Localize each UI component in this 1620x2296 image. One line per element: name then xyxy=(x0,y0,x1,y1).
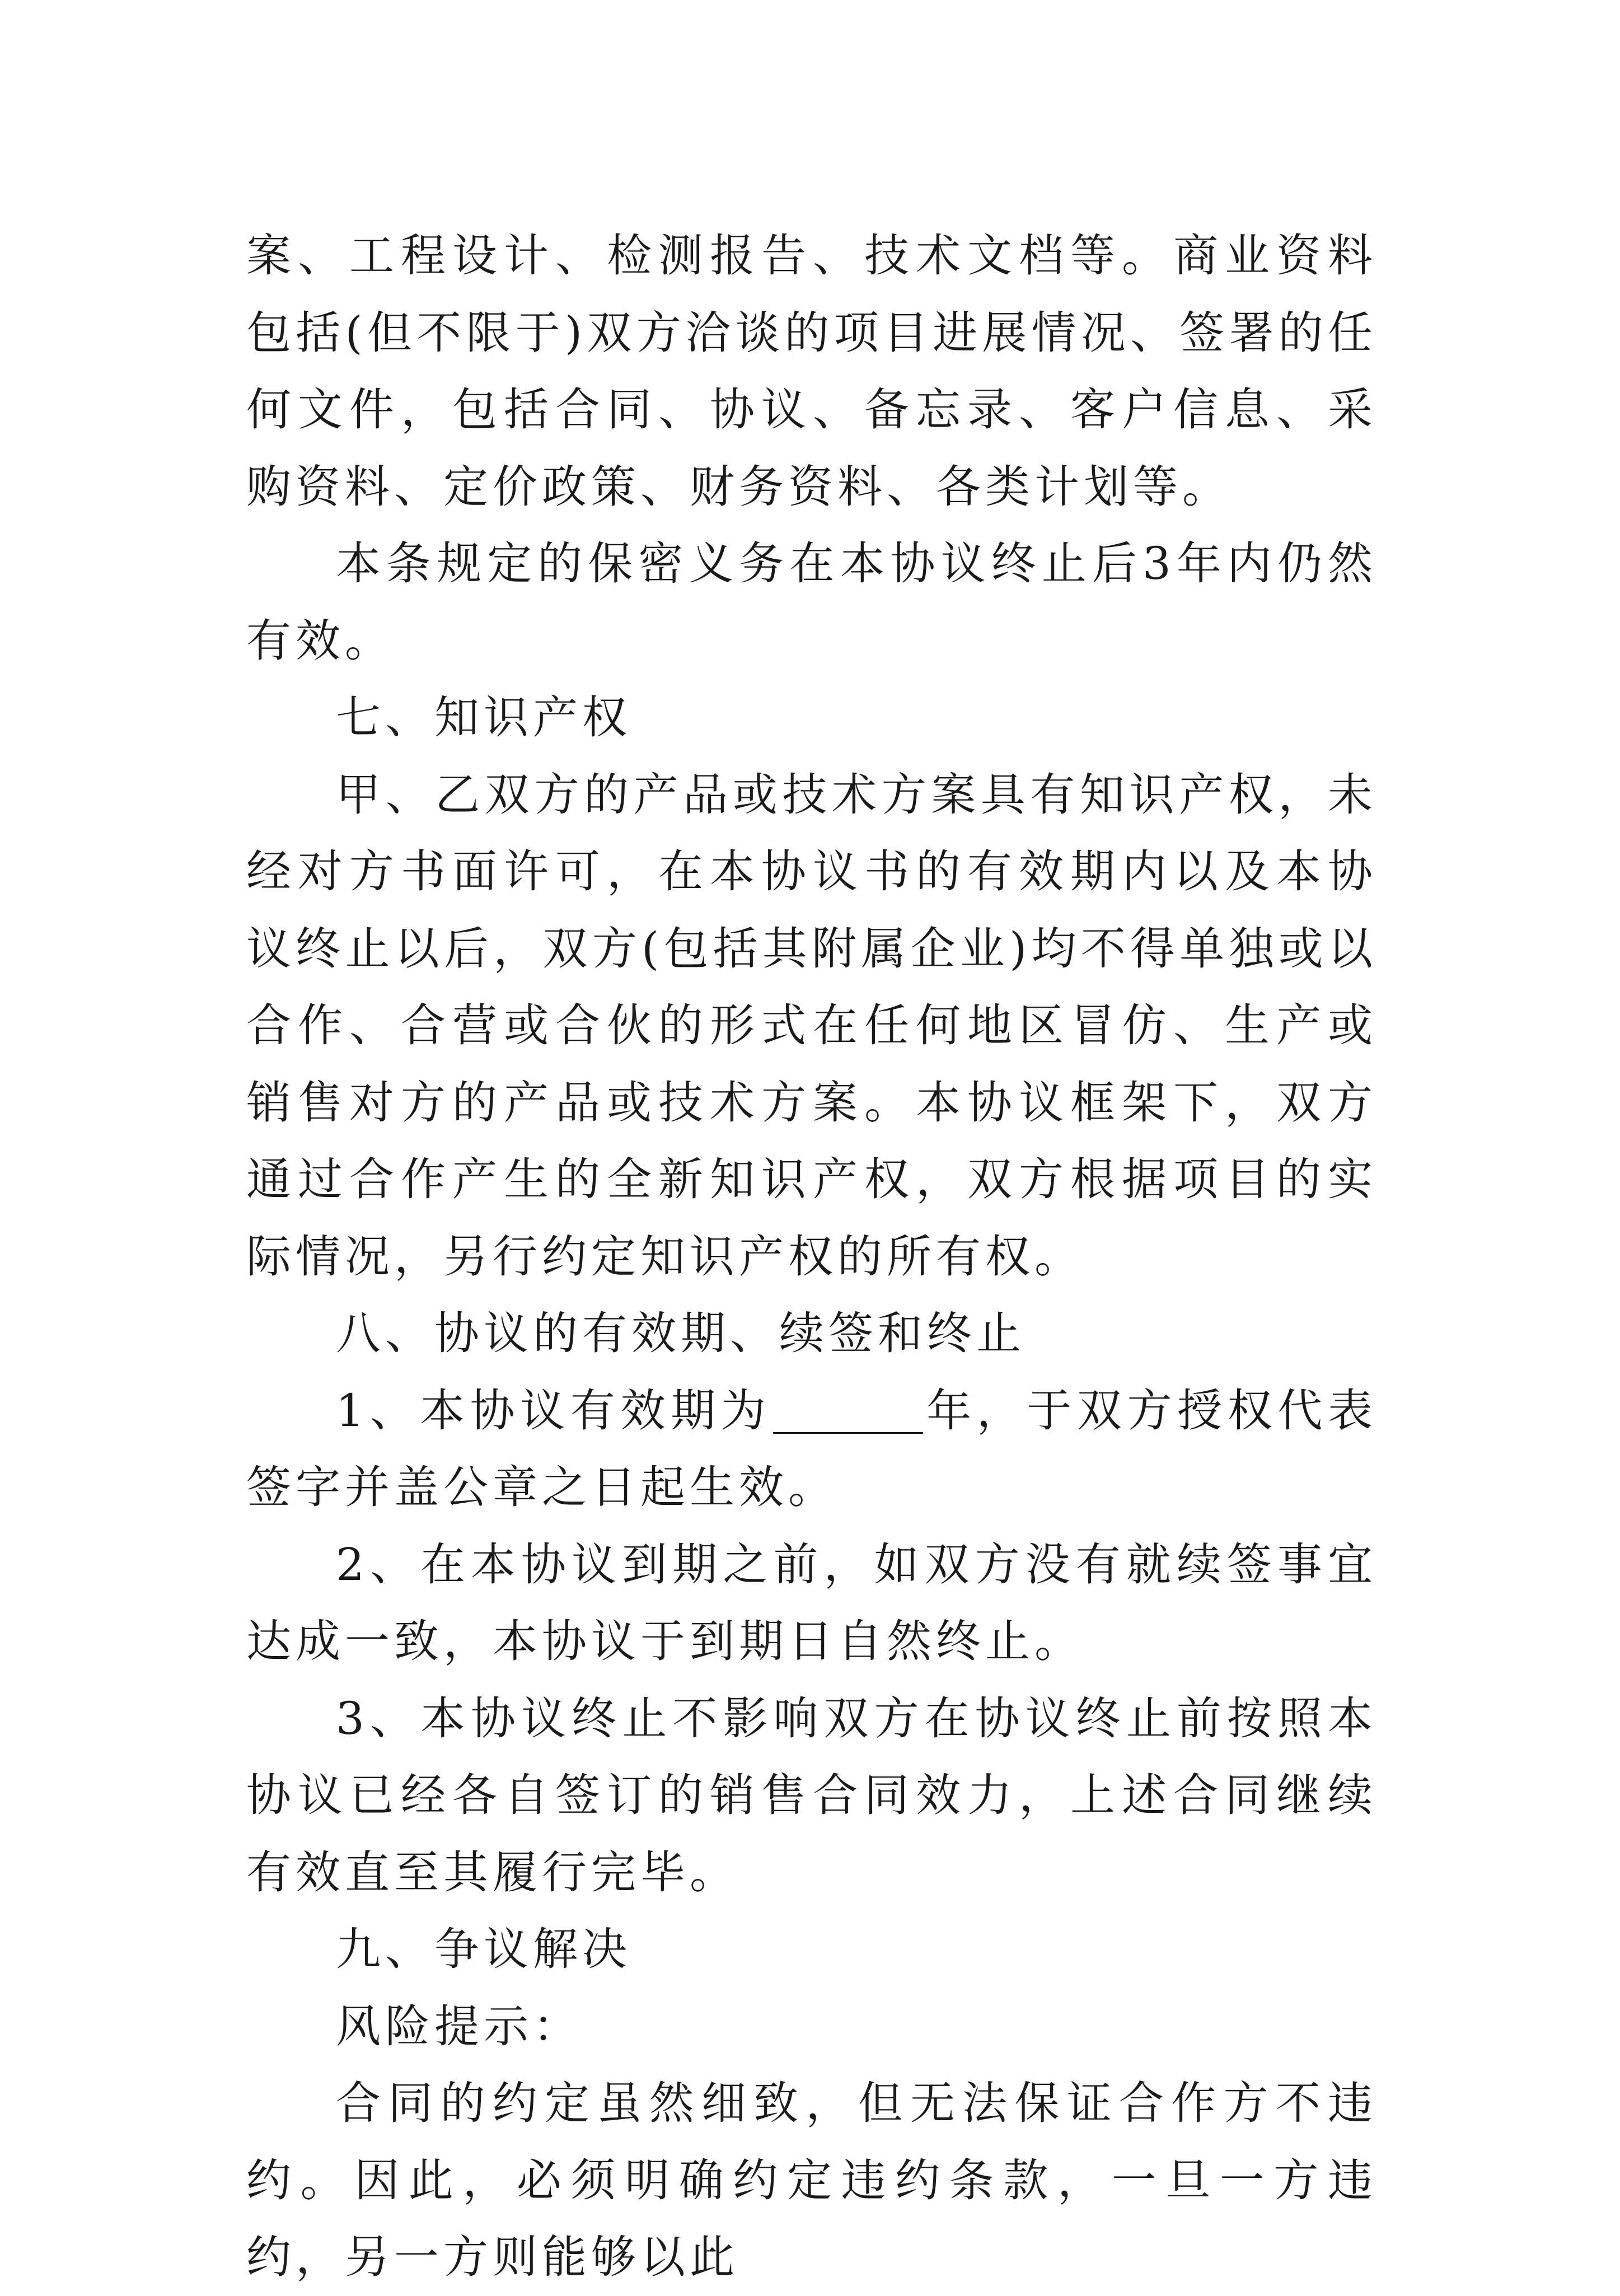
document-body xyxy=(246,217,1377,2296)
paragraph-validity-period xyxy=(246,1372,1377,1526)
paragraph-breach-clause: 合同的约定虽然细致，但无法保证合作方不违约。因此，必须明确约定违约条款，一旦一方违约，另一方则能够以此 xyxy=(246,2077,1377,2283)
paragraph-termination-effect: 3、本协议终止不影响双方在协议终止前按照本协议已经各自签订的销售合同效力，上述合同继续有效直至其履行完毕。 xyxy=(246,1692,1377,1898)
paragraph-confidentiality-term: 本条规定的保密义务在本协议终止后3年内仍然有效。 xyxy=(246,537,1377,667)
section-heading-intellectual-property: 七、知识产权 xyxy=(336,691,631,743)
paragraph-expiry: 2、在本协议到期之前，如双方没有就续签事宜达成一致，本协议于到期日自然终止。 xyxy=(246,1538,1377,1667)
validity-period-text-before: 1、本协议有效期为 xyxy=(336,1384,771,1437)
section-heading-term-renewal-termination: 八、协议的有效期、续签和终止 xyxy=(336,1307,1026,1359)
validity-years-blank xyxy=(773,1387,923,1434)
paragraph-intellectual-property: 甲、乙双方的产品或技术方案具有知识产权，未经对方书面许可，在本协议书的有效期内以及本协议终止以后，双方(包括其附属企业)均不得单独或以合作、合营或合伙的形式在任何地区冒仿、生产或销售对方的产品或技术方案。本协议框架下，双方通过合作产生的全新知识产权，双方根据项目的实际情况，另行约定知识产权的所有权。 xyxy=(246,768,1377,1283)
risk-notice-label: 风险提示： xyxy=(336,2000,582,2052)
validity-period-text-after: 年，于双方授权代表签字并盖公章之日起生效。 xyxy=(246,1384,1377,1513)
section-heading-dispute-resolution: 九、争议解决 xyxy=(336,1923,631,1975)
paragraph-commercial-materials: 案、工程设计、检测报告、技术文档等。商业资料包括(但不限于)双方洽谈的项目进展情况、签署的任何文件，包括合同、协议、备忘录、客户信息、采购资料、定价政策、财务资料、各类计划等。 xyxy=(246,230,1377,513)
